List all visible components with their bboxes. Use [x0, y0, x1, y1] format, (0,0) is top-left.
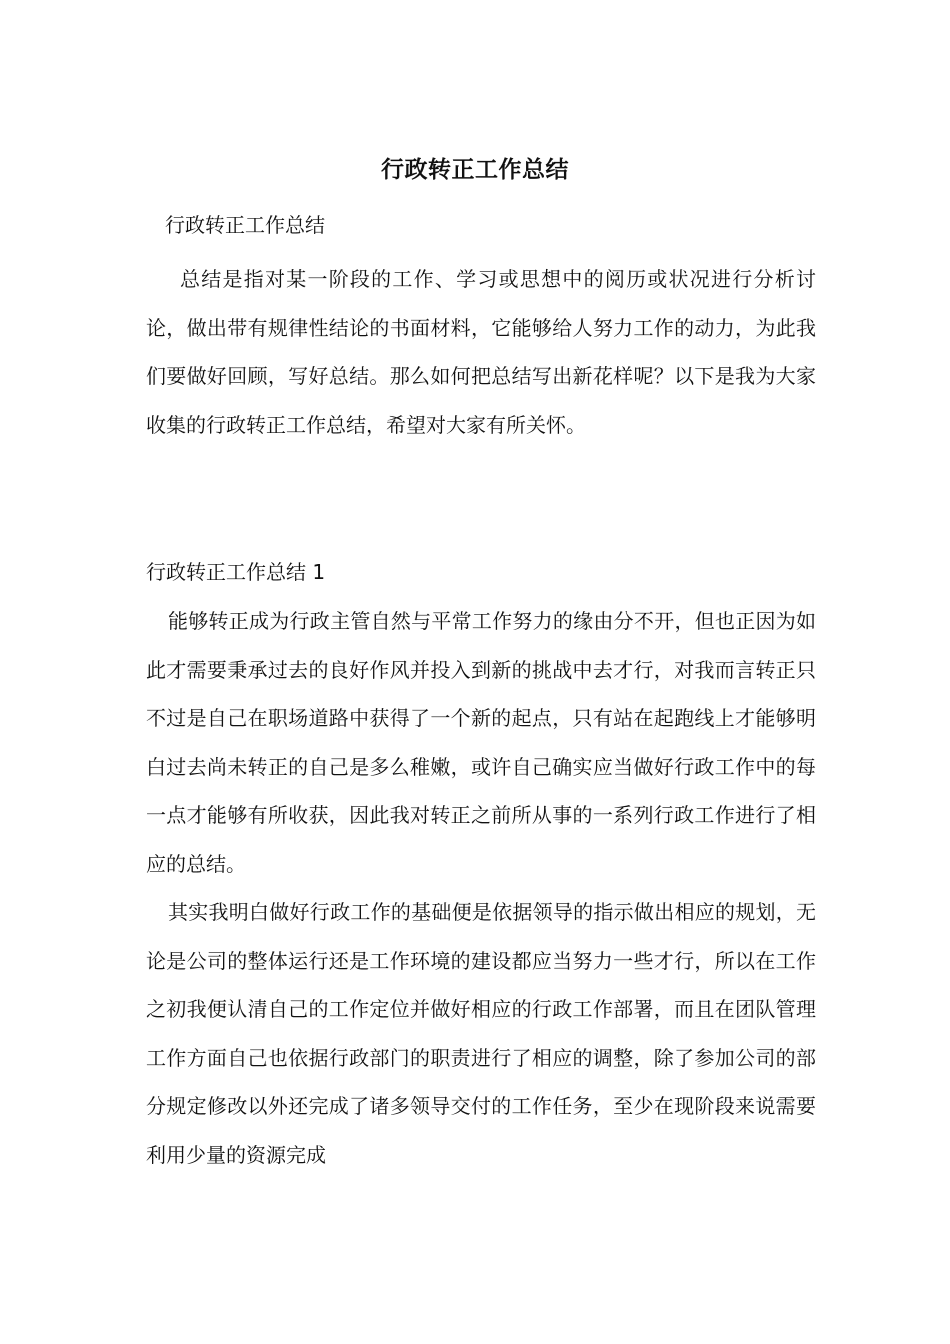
body-paragraph: 其实我明白做好行政工作的基础便是依据领导的指示做出相应的规划，无论是公司的整体运行还是工作环境的建设都应当努力一些才行，所以在工作之初我便认清自己的工作定位并做好相应的行政工作部署，而且在团队管理工作方面自己也依据行政部门的职责进行了相应的调整，除了参加公司的部分规定修改以外还完成了诸多领导交付的工作任务，至少在现阶段来说需要利用少量的资源完成 — [146, 900, 816, 1167]
section-body — [146, 597, 816, 1179]
body-paragraph: 能够转正成为行政主管自然与平常工作努力的缘由分不开，但也正因为如此才需要秉承过去的良好作风并投入到新的挑战中去才行，对我而言转正只不过是自己在职场道路中获得了一个新的起点，只有站在起跑线上才能够明白过去尚未转正的自己是多么稚嫩，或许自己确实应当做好行政工作中的每一点才能够有所收获，因此我对转正之前所从事的一系列行政工作进行了相应的总结。 — [146, 609, 816, 876]
document-subtitle: 行政转正工作总结 — [165, 213, 325, 237]
section-heading: 行政转正工作总结 1 — [146, 560, 326, 584]
intro-paragraph: 总结是指对某一阶段的工作、学习或思想中的阅历或状况进行分析讨论，做出带有规律性结论的书面材料，它能够给人努力工作的动力，为此我们要做好回顾，写好总结。那么如何把总结写出新花样呢？以下是我为大家收集的行政转正工作总结，希望对大家有所关怀。 — [146, 267, 816, 437]
document-title: 行政转正工作总结 — [381, 157, 569, 183]
intro-section — [146, 255, 816, 449]
